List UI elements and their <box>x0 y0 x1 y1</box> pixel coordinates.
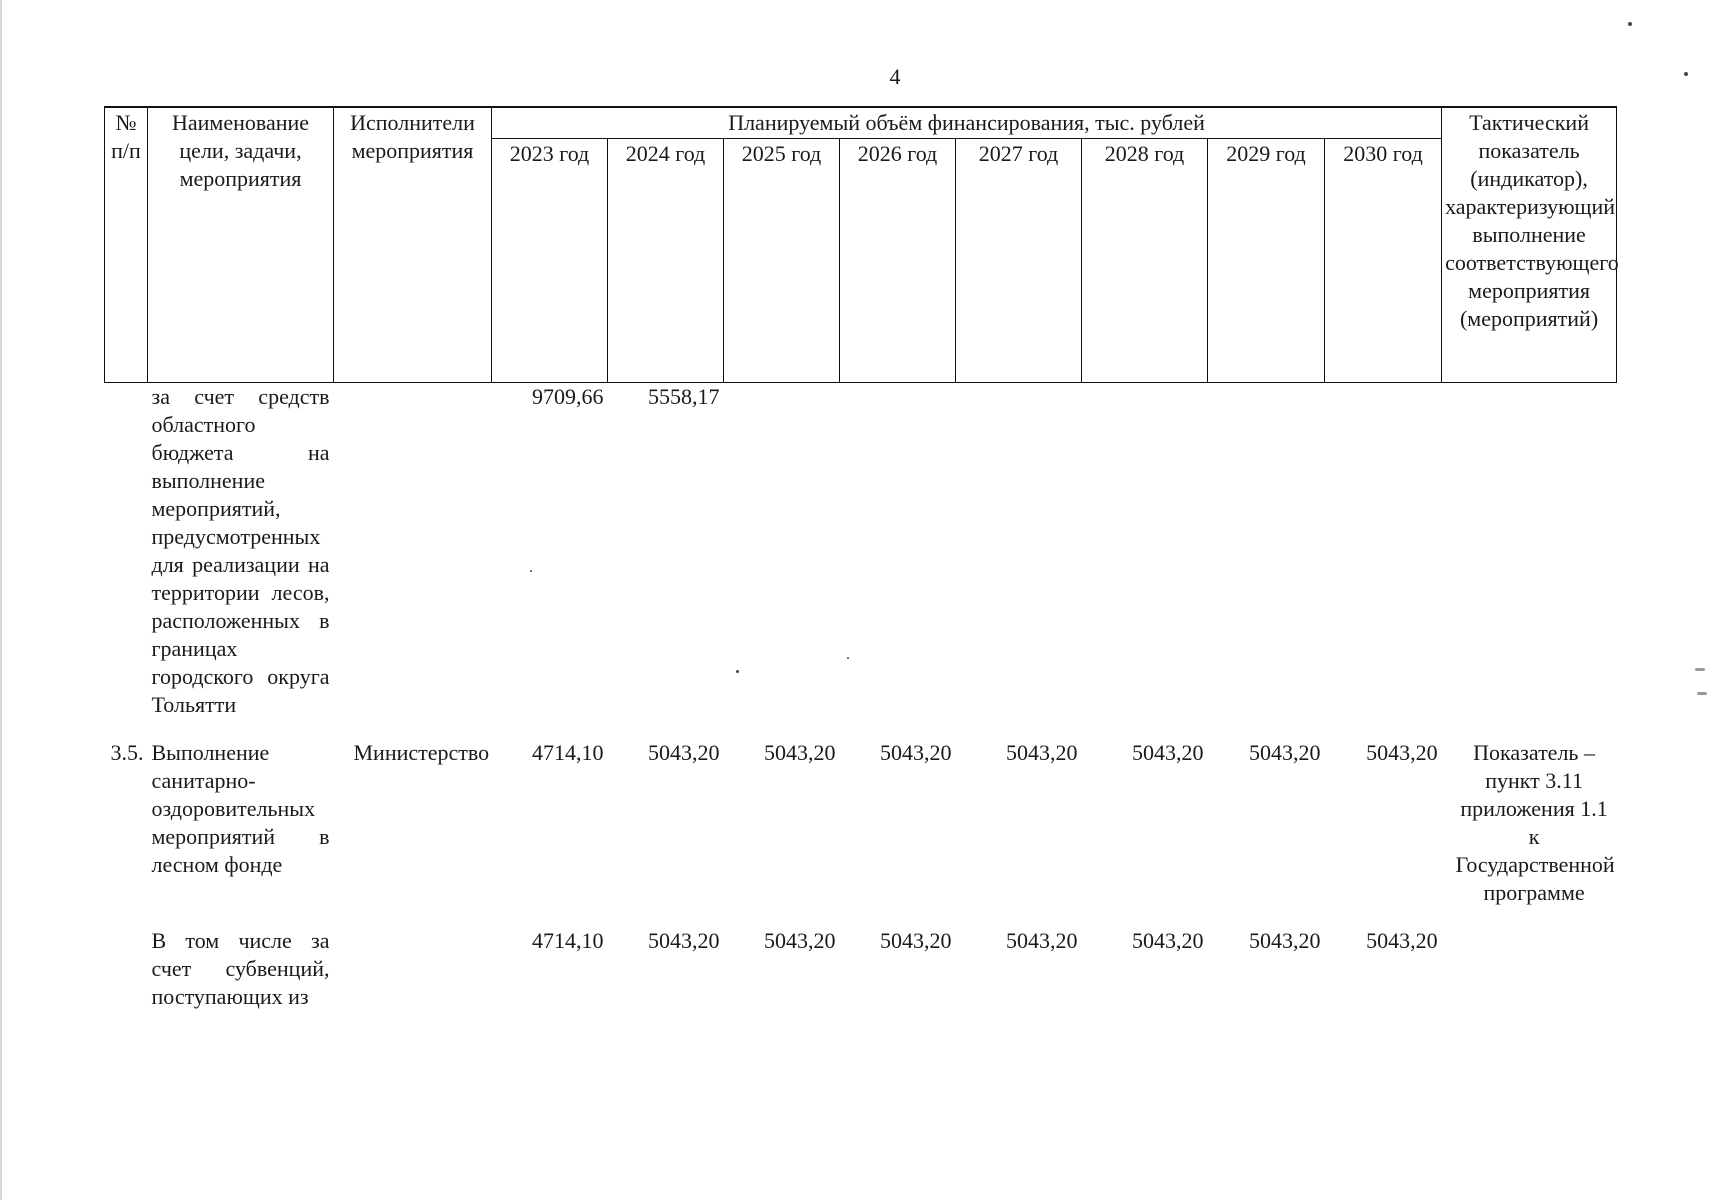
table-row <box>105 927 1617 1011</box>
header-indicator: Тактический показатель (индикатор), характеризующий выполнение соответствующего мероприятия (мероприятий) <box>1442 107 1617 383</box>
row-executor <box>334 383 492 720</box>
header-year: 2024 год <box>608 139 724 383</box>
row-value: 5043,20 <box>1366 928 1438 953</box>
row-value: 5043,20 <box>1132 928 1204 953</box>
row-value <box>840 383 956 720</box>
row-value: 5043,20 <box>648 740 720 765</box>
row-executor <box>334 927 492 1011</box>
row-name: за счет средств областного бюджета на выполнение мероприятий, предусмотренных для реализации на территории лесов, расположенных в границах городского округа Тольятти <box>151 384 330 717</box>
header-year: 2028 год <box>1082 139 1208 383</box>
header-year: 2025 год <box>724 139 840 383</box>
row-indicator <box>1442 383 1617 720</box>
row-value: 5043,20 <box>880 928 952 953</box>
scan-speck <box>847 657 849 659</box>
row-value <box>956 383 1082 720</box>
row-value: 5043,20 <box>1006 740 1078 765</box>
row-value: 5043,20 <box>764 740 836 765</box>
header-year: 2030 год <box>1325 139 1442 383</box>
page-number: 4 <box>889 64 901 89</box>
funding-table <box>104 106 1617 1011</box>
row-name: В том числе за счет субвенций, поступающих из <box>151 928 330 1009</box>
scan-speck <box>736 670 739 673</box>
scan-speck <box>530 570 532 572</box>
header-name: Наименование цели, задачи, мероприятия <box>148 107 334 383</box>
row-value: 4714,10 <box>532 740 604 765</box>
header-year: 2027 год <box>956 139 1082 383</box>
row-value: 5043,20 <box>880 740 952 765</box>
scan-speck <box>1628 22 1632 26</box>
row-value <box>1325 383 1442 720</box>
header-year: 2026 год <box>840 139 956 383</box>
row-value: 5043,20 <box>1366 740 1438 765</box>
header-num: № п/п <box>105 107 148 383</box>
scan-speck <box>1695 668 1705 671</box>
page-edge <box>0 0 2 1200</box>
header-year: 2029 год <box>1208 139 1325 383</box>
row-value: 5043,20 <box>1132 740 1204 765</box>
row-number: 3.5. <box>110 740 144 765</box>
header-year: 2023 год <box>492 139 608 383</box>
row-executor: Министерство <box>353 740 490 765</box>
row-value: 5043,20 <box>648 928 720 953</box>
row-indicator <box>1442 927 1617 1011</box>
header-executors: Исполнители мероприятия <box>334 107 492 383</box>
row-number <box>105 383 148 720</box>
row-value: 4714,10 <box>532 928 604 953</box>
row-value: 9709,66 <box>532 384 604 409</box>
table-row <box>105 739 1617 907</box>
row-number <box>105 927 148 1011</box>
row-value: 5043,20 <box>1006 928 1078 953</box>
table-row <box>105 383 1617 720</box>
row-value <box>1208 383 1325 720</box>
row-value: 5043,20 <box>1249 740 1321 765</box>
header-funding-group: Планируемый объём финансирования, тыс. рублей <box>492 107 1442 139</box>
row-indicator: Показатель – пункт 3.11 приложения 1.1 к Государственной программе <box>1455 740 1615 905</box>
scan-speck <box>1697 692 1707 695</box>
row-value <box>724 383 840 720</box>
scan-speck <box>1684 72 1688 76</box>
row-name: Выполнение санитарно-оздоровительных мероприятий в лесном фонде <box>151 740 330 877</box>
row-value <box>1082 383 1208 720</box>
row-value: 5043,20 <box>764 928 836 953</box>
row-value: 5043,20 <box>1249 928 1321 953</box>
row-value: 5558,17 <box>648 384 720 409</box>
